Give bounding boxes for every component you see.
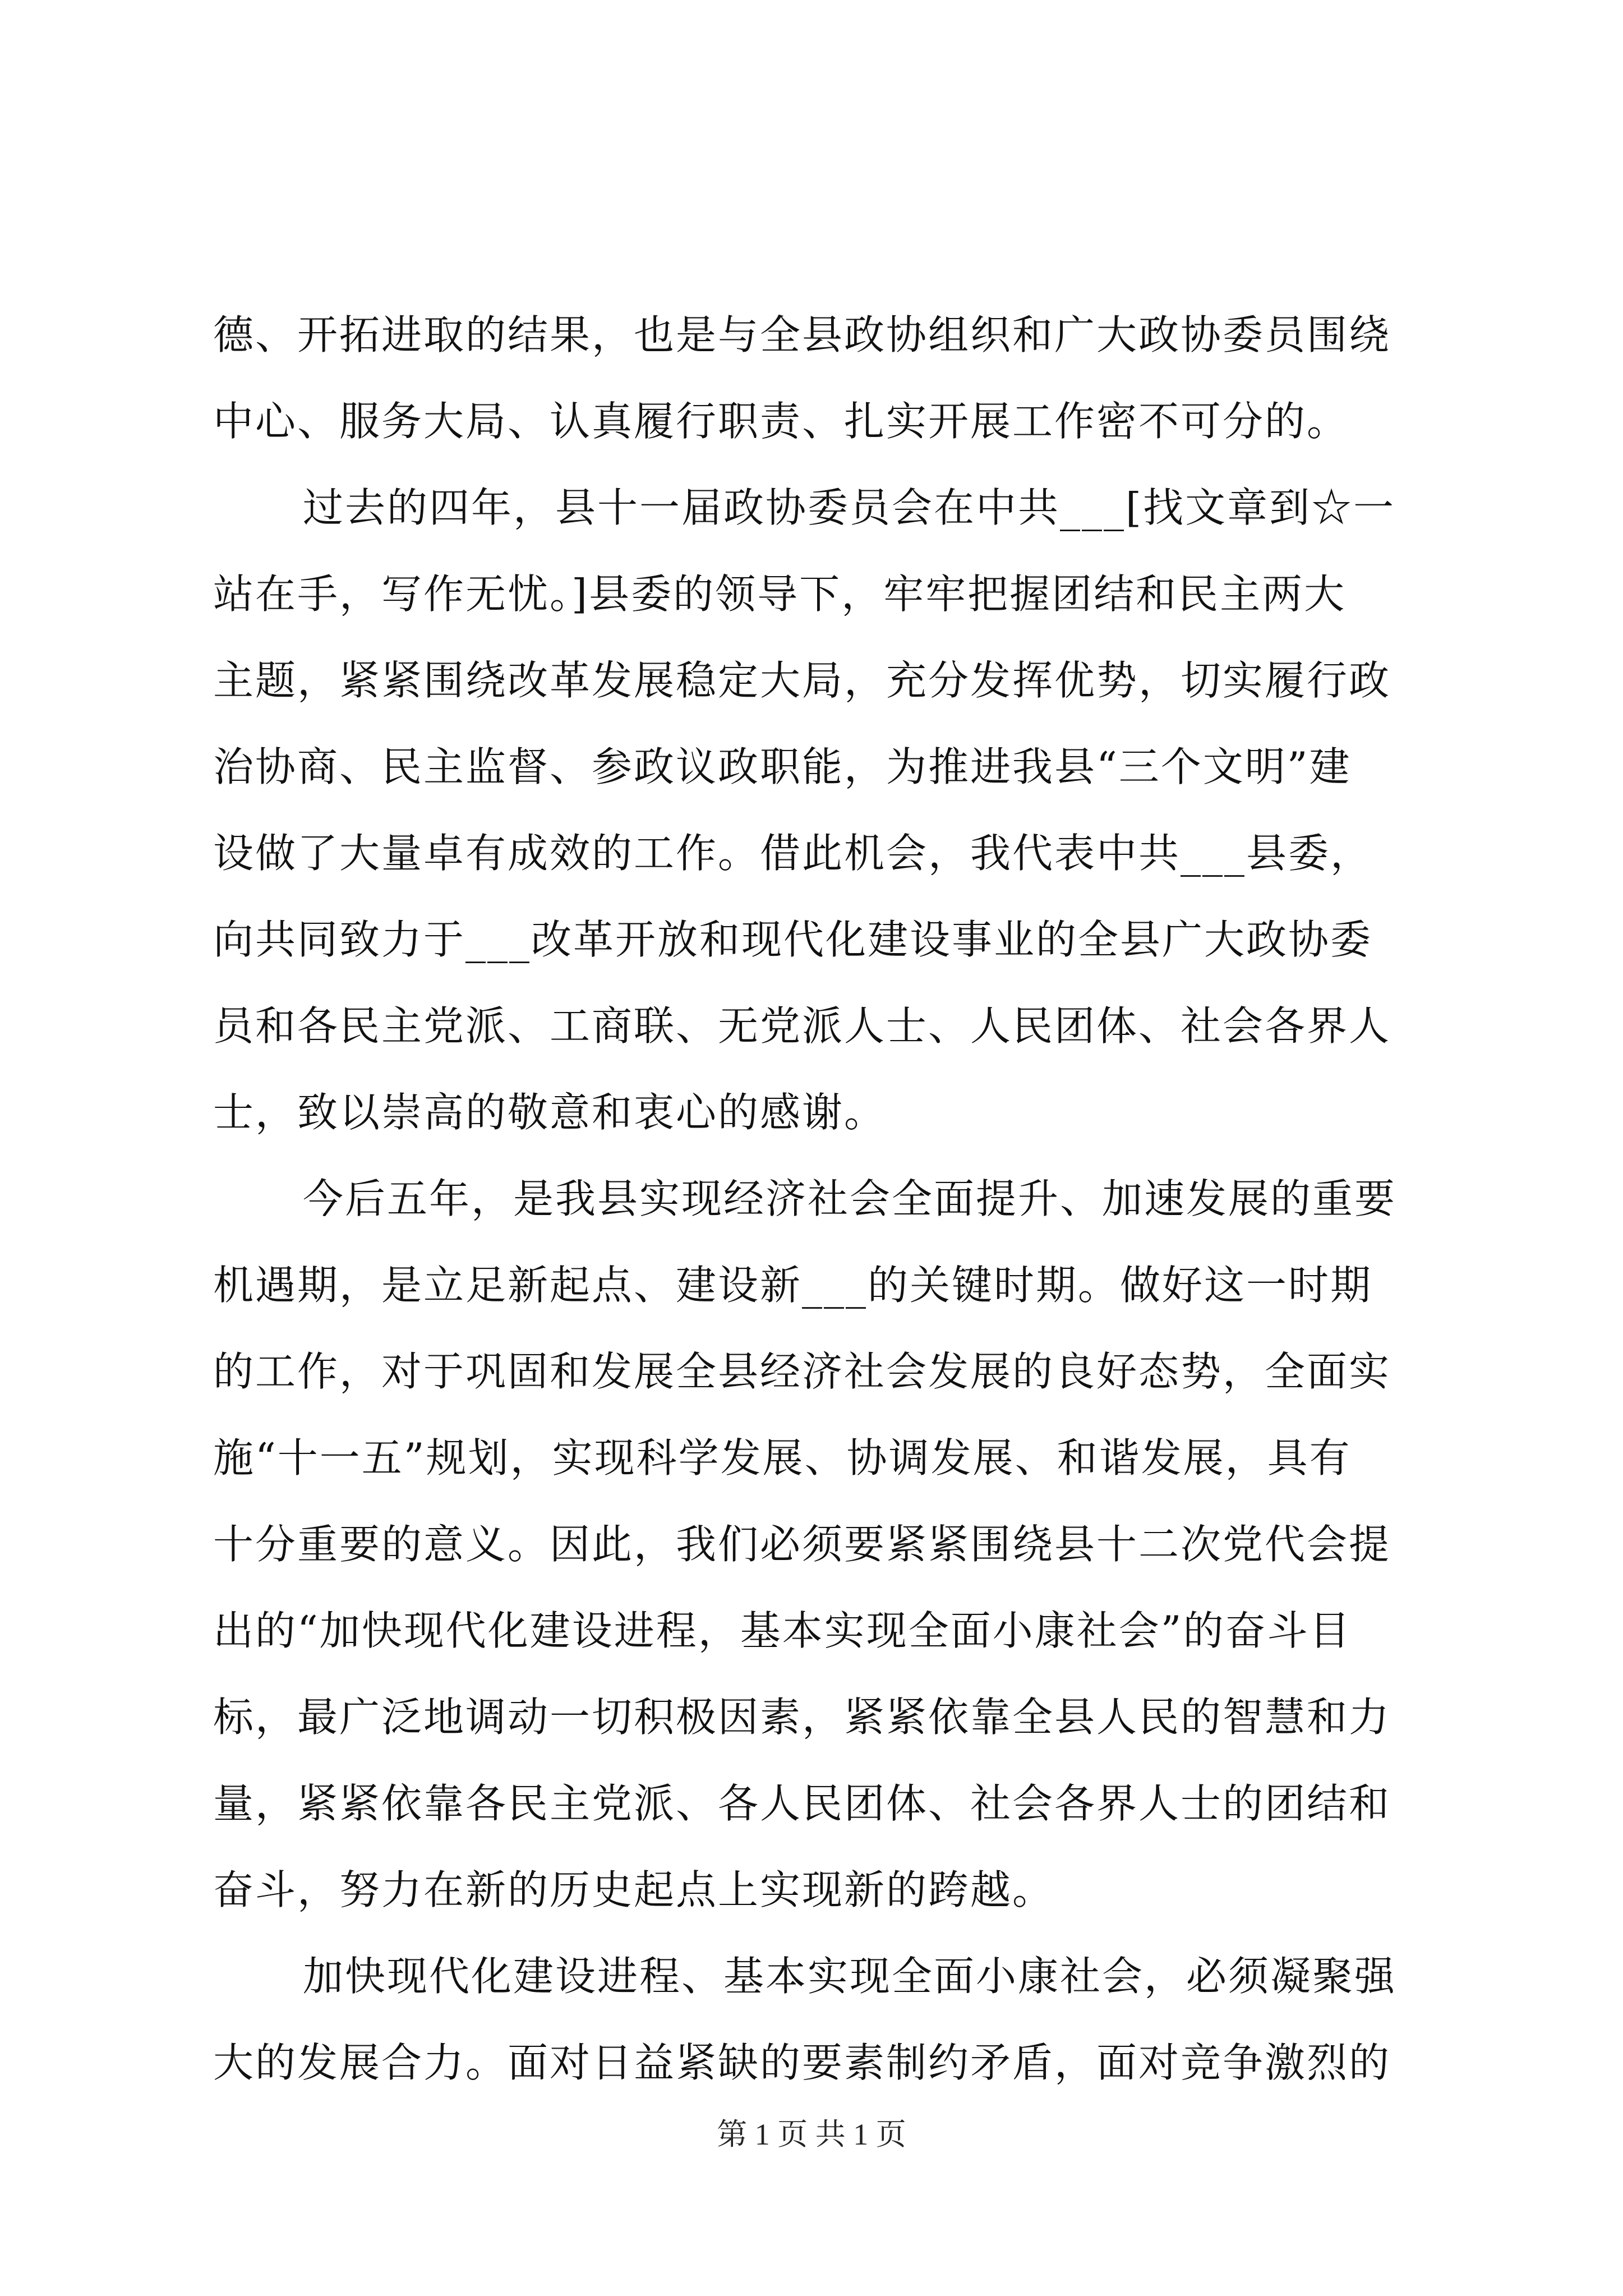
text-line: 治协商、民主监督、参政议政职能，为推进我县“三个文明”建 bbox=[213, 743, 1352, 790]
paragraph-start-line: 今后五年，是我县实现经济社会全面提升、加速发展的重要 bbox=[303, 1175, 1397, 1222]
text-line: 的工作，对于巩固和发展全县经济社会发展的良好态势，全面实 bbox=[213, 1348, 1391, 1395]
text-line: 士，致以崇高的敬意和衷心的感谢。 bbox=[213, 1089, 887, 1136]
text-line: 大的发展合力。面对日益紧缺的要素制约矛盾，面对竞争激烈的 bbox=[213, 2039, 1391, 2086]
paragraph-start-line: 过去的四年，县十一届政协委员会在中共___[找文章到☆一 bbox=[303, 484, 1396, 531]
text-line: 主题，紧紧围绕改革发展稳定大局，充分发挥优势，切实履行政 bbox=[213, 657, 1391, 704]
text-line: 向共同致力于___改革开放和现代化建设事业的全县广大政协委 bbox=[213, 916, 1373, 963]
text-line: 标，最广泛地调动一切积极因素，紧紧依靠全县人民的智慧和力 bbox=[213, 1694, 1391, 1741]
text-line: 德、开拓进取的结果，也是与全县政协组织和广大政协委员围绕 bbox=[213, 311, 1391, 358]
text-line: 量，紧紧依靠各民主党派、各人民团体、社会各界人士的团结和 bbox=[213, 1780, 1391, 1827]
document-body bbox=[213, 292, 1430, 2106]
text-line: 站在手，写作无忧。]县委的领导下，牢牢把握团结和民主两大 bbox=[213, 570, 1347, 618]
text-line: 中心、服务大局、认真履行职责、扎实开展工作密不可分的。 bbox=[213, 398, 1349, 445]
text-line: 机遇期，是立足新起点、建设新___的关键时期。做好这一时期 bbox=[213, 1262, 1373, 1309]
text-line: 十分重要的意义。因此，我们必须要紧紧围绕县十二次党代会提 bbox=[213, 1521, 1391, 1568]
text-line: 员和各民主党派、工商联、无党派人士、人民团体、社会各界人 bbox=[213, 1002, 1391, 1050]
text-line: 奋斗，努力在新的历史起点上实现新的跨越。 bbox=[213, 1866, 1055, 1913]
text-line: 设做了大量卓有成效的工作。借此机会，我代表中共___县委， bbox=[213, 830, 1373, 877]
page-footer: 第 1 页 共 1 页 bbox=[717, 2118, 906, 2151]
text-line: 出的“加快现代化建设进程，基本实现全面小康社会”的奋斗目 bbox=[213, 1607, 1352, 1654]
paragraph-start-line: 加快现代化建设进程、基本实现全面小康社会，必须凝聚强 bbox=[303, 1953, 1397, 2000]
text-line: 施“十一五”规划，实现科学发展、协调发展、和谐发展，具有 bbox=[213, 1434, 1352, 1481]
